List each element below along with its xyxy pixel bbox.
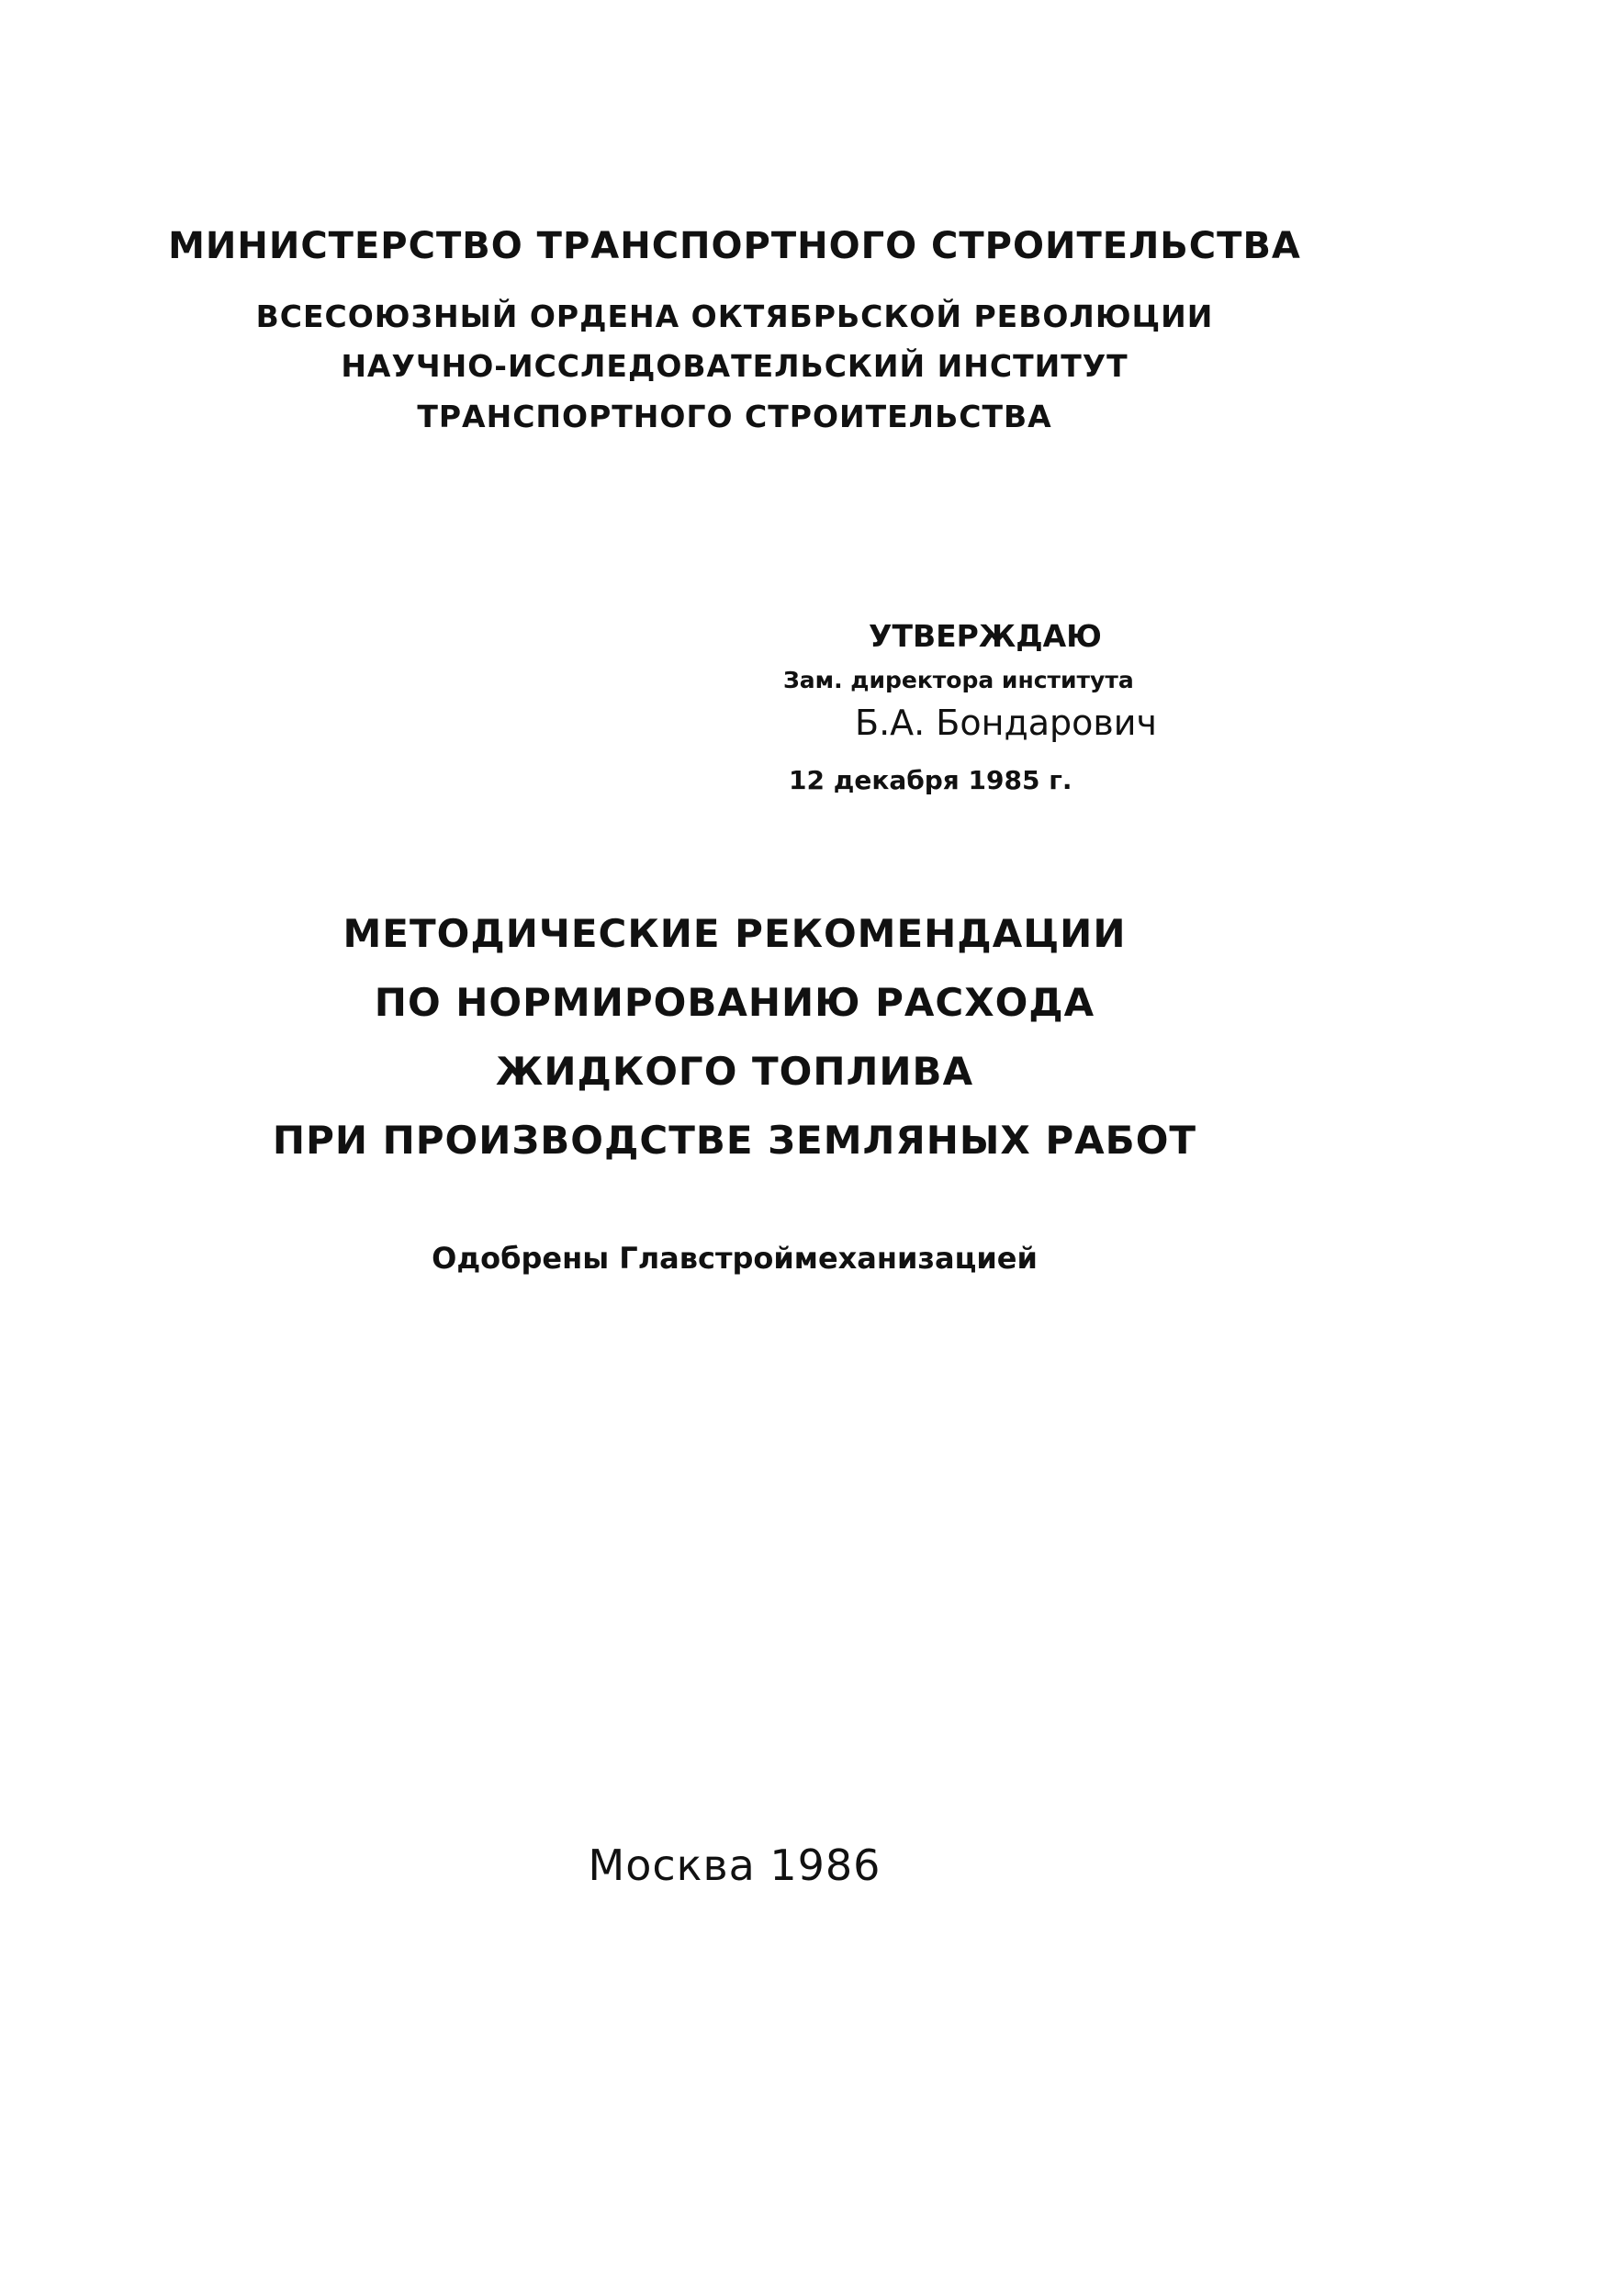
city-year: Москва 1986 <box>588 1840 881 1890</box>
document-title-line-4: ПРИ ПРОИЗВОДСТВЕ ЗЕМЛЯНЫХ РАБОТ <box>272 1118 1197 1163</box>
institute-name-line-2: НАУЧНО-ИССЛЕДОВАТЕЛЬСКИЙ ИНСТИТУТ <box>341 348 1129 384</box>
approval-date: 12 декабря 1985 г. <box>789 765 1072 795</box>
approval-position: Зам. директора института <box>783 667 1134 693</box>
approval-title: УТВЕРЖДАЮ <box>869 618 1102 654</box>
institute-name-line-3: ТРАНСПОРТНОГО СТРОИТЕЛЬСТВА <box>417 399 1052 434</box>
document-title-line-2: ПО НОРМИРОВАНИЮ РАСХОДА <box>374 980 1095 1025</box>
approved-by: Одобрены Главстроймеханизацией <box>432 1241 1038 1276</box>
approval-name: Б.А. Бондарович <box>855 703 1157 743</box>
ministry-name: МИНИСТЕРСТВО ТРАНСПОРТНОГО СТРОИТЕЛЬСТВА <box>168 225 1301 267</box>
institute-name-line-1: ВСЕСОЮЗНЫЙ ОРДЕНА ОКТЯБРЬСКОЙ РЕВОЛЮЦИИ <box>255 298 1214 334</box>
document-title-line-1: МЕТОДИЧЕСКИЕ РЕКОМЕНДАЦИИ <box>342 911 1127 956</box>
document-title-line-3: ЖИДКОГО ТОПЛИВА <box>495 1049 974 1094</box>
